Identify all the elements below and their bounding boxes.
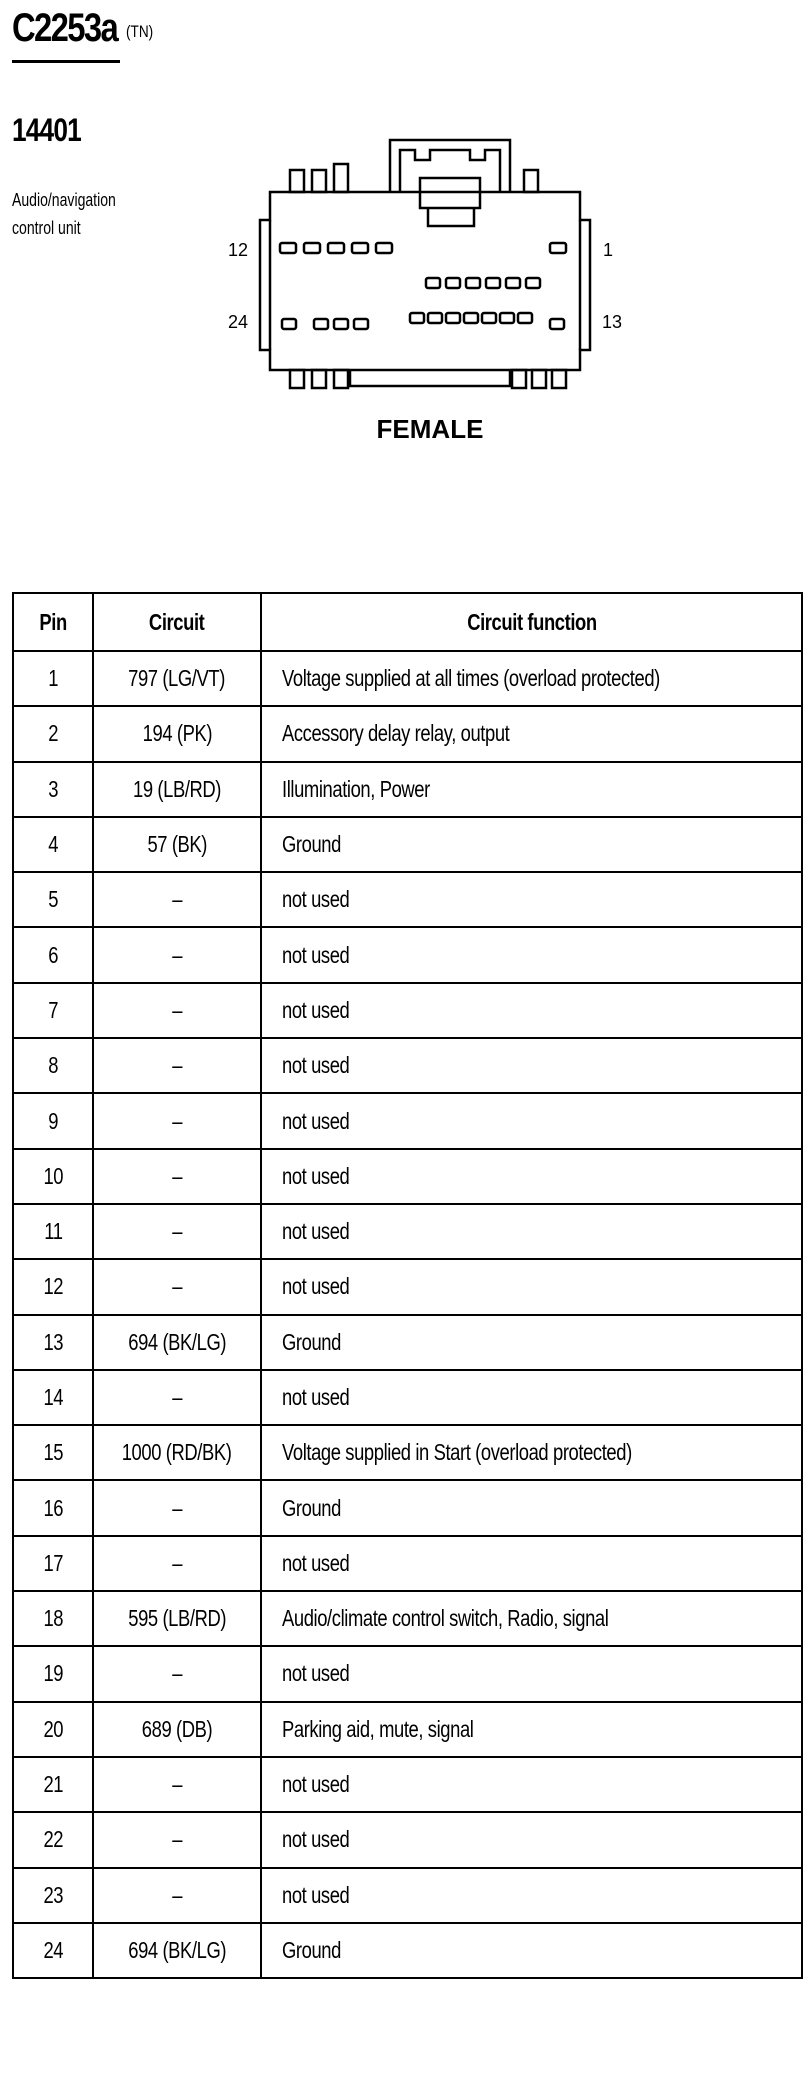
pin-cell: 6 xyxy=(13,927,93,982)
function-cell: Ground xyxy=(261,1480,802,1535)
pin-cell: 9 xyxy=(13,1093,93,1148)
pin-cell: 24 xyxy=(13,1923,93,1978)
function-cell: Voltage supplied in Start (overload protected) xyxy=(261,1425,802,1480)
table-row xyxy=(13,1038,802,1093)
pin-cell: 20 xyxy=(13,1702,93,1757)
pin-cell: 22 xyxy=(13,1812,93,1867)
circuit-cell: – xyxy=(93,1038,261,1093)
circuit-cell: 689 (DB) xyxy=(93,1702,261,1757)
table-row xyxy=(13,1370,802,1425)
circuit-cell: – xyxy=(93,1149,261,1204)
function-cell: Ground xyxy=(261,1923,802,1978)
function-cell: not used xyxy=(261,1757,802,1812)
circuit-cell: 1000 (RD/BK) xyxy=(93,1425,261,1480)
table-row xyxy=(13,651,802,706)
table-row xyxy=(13,1923,802,1978)
connector-id: C2253a xyxy=(12,6,118,50)
function-cell: not used xyxy=(261,1646,802,1701)
table-row xyxy=(13,983,802,1038)
pin-cell: 12 xyxy=(13,1259,93,1314)
pin-label-13: 13 xyxy=(601,312,623,332)
pin-cell: 13 xyxy=(13,1315,93,1370)
pin-cell: 14 xyxy=(13,1370,93,1425)
component-name: Audio/navigation control unit xyxy=(12,190,116,238)
circuit-cell: 57 (BK) xyxy=(93,817,261,872)
circuit-cell: – xyxy=(93,1204,261,1259)
pin-label-12: 12 xyxy=(227,240,249,260)
function-cell: not used xyxy=(261,1204,802,1259)
connector-color: (TN) xyxy=(126,22,154,41)
pin-cell: 18 xyxy=(13,1591,93,1646)
circuit-cell: – xyxy=(93,927,261,982)
function-cell: not used xyxy=(261,1259,802,1314)
circuit-cell: – xyxy=(93,1812,261,1867)
header-circuit: Circuit xyxy=(93,593,261,651)
table-row xyxy=(13,1536,802,1591)
pin-cell: 19 xyxy=(13,1646,93,1701)
pin-cell: 8 xyxy=(13,1038,93,1093)
circuit-cell: 694 (BK/LG) xyxy=(93,1315,261,1370)
function-cell: not used xyxy=(261,1370,802,1425)
table-row xyxy=(13,872,802,927)
circuit-cell: 694 (BK/LG) xyxy=(93,1923,261,1978)
table-row xyxy=(13,1149,802,1204)
function-cell: not used xyxy=(261,872,802,927)
pin-cell: 2 xyxy=(13,706,93,761)
function-cell: not used xyxy=(261,1536,802,1591)
function-cell: Audio/climate control switch, Radio, signal xyxy=(261,1591,802,1646)
table-row xyxy=(13,1093,802,1148)
function-cell: Illumination, Power xyxy=(261,762,802,817)
pin-cell: 16 xyxy=(13,1480,93,1535)
function-cell: not used xyxy=(261,1149,802,1204)
pin-cell: 5 xyxy=(13,872,93,927)
function-cell: not used xyxy=(261,1868,802,1923)
header-pin: Pin xyxy=(13,593,93,651)
pin-cell: 11 xyxy=(13,1204,93,1259)
table-row xyxy=(13,1812,802,1867)
pin-cell: 3 xyxy=(13,762,93,817)
function-cell: Accessory delay relay, output xyxy=(261,706,802,761)
circuit-cell: 19 (LB/RD) xyxy=(93,762,261,817)
header-function: Circuit function xyxy=(261,593,802,651)
function-cell: Ground xyxy=(261,1315,802,1370)
connector-id-underline xyxy=(12,60,120,63)
circuit-cell: – xyxy=(93,1370,261,1425)
circuit-cell: 194 (PK) xyxy=(93,706,261,761)
function-cell: Parking aid, mute, signal xyxy=(261,1702,802,1757)
table-row xyxy=(13,817,802,872)
pin-cell: 15 xyxy=(13,1425,93,1480)
function-cell: not used xyxy=(261,1093,802,1148)
function-cell: Voltage supplied at all times (overload protected) xyxy=(261,651,802,706)
table-header-row xyxy=(13,593,802,651)
part-number: 14401 xyxy=(12,112,81,148)
circuit-cell: – xyxy=(93,983,261,1038)
table-row xyxy=(13,1204,802,1259)
table-row xyxy=(13,1425,802,1480)
table-row xyxy=(13,1757,802,1812)
pin-cell: 17 xyxy=(13,1536,93,1591)
circuit-cell: – xyxy=(93,1868,261,1923)
function-cell: not used xyxy=(261,1038,802,1093)
pin-cell: 10 xyxy=(13,1149,93,1204)
function-cell: not used xyxy=(261,927,802,982)
circuit-cell: – xyxy=(93,1093,261,1148)
pin-label-1: 1 xyxy=(602,240,614,260)
function-cell: not used xyxy=(261,1812,802,1867)
circuit-cell: – xyxy=(93,1536,261,1591)
function-cell: not used xyxy=(261,983,802,1038)
circuit-cell: 797 (LG/VT) xyxy=(93,651,261,706)
table-row xyxy=(13,1315,802,1370)
pin-cell: 4 xyxy=(13,817,93,872)
pin-cell: 21 xyxy=(13,1757,93,1812)
circuit-cell: – xyxy=(93,1480,261,1535)
circuit-cell: – xyxy=(93,1259,261,1314)
table-row xyxy=(13,1646,802,1701)
table-row xyxy=(13,762,802,817)
pin-cell: 23 xyxy=(13,1868,93,1923)
table-row xyxy=(13,1480,802,1535)
connector-face-drawing xyxy=(227,130,640,450)
connector-diagram xyxy=(227,130,640,450)
pin-label-24: 24 xyxy=(227,312,249,332)
table-row xyxy=(13,706,802,761)
table-row xyxy=(13,1868,802,1923)
function-cell: Ground xyxy=(261,817,802,872)
table-row xyxy=(13,1591,802,1646)
circuit-cell: – xyxy=(93,1757,261,1812)
pin-table xyxy=(12,592,803,1979)
pin-cell: 1 xyxy=(13,651,93,706)
circuit-cell: 595 (LB/RD) xyxy=(93,1591,261,1646)
table-row xyxy=(13,927,802,982)
table-row xyxy=(13,1702,802,1757)
circuit-cell: – xyxy=(93,1646,261,1701)
pin-rows xyxy=(13,651,802,1978)
table-row xyxy=(13,1259,802,1314)
gender-label: FEMALE xyxy=(376,414,484,444)
pin-cell: 7 xyxy=(13,983,93,1038)
circuit-cell: – xyxy=(93,872,261,927)
